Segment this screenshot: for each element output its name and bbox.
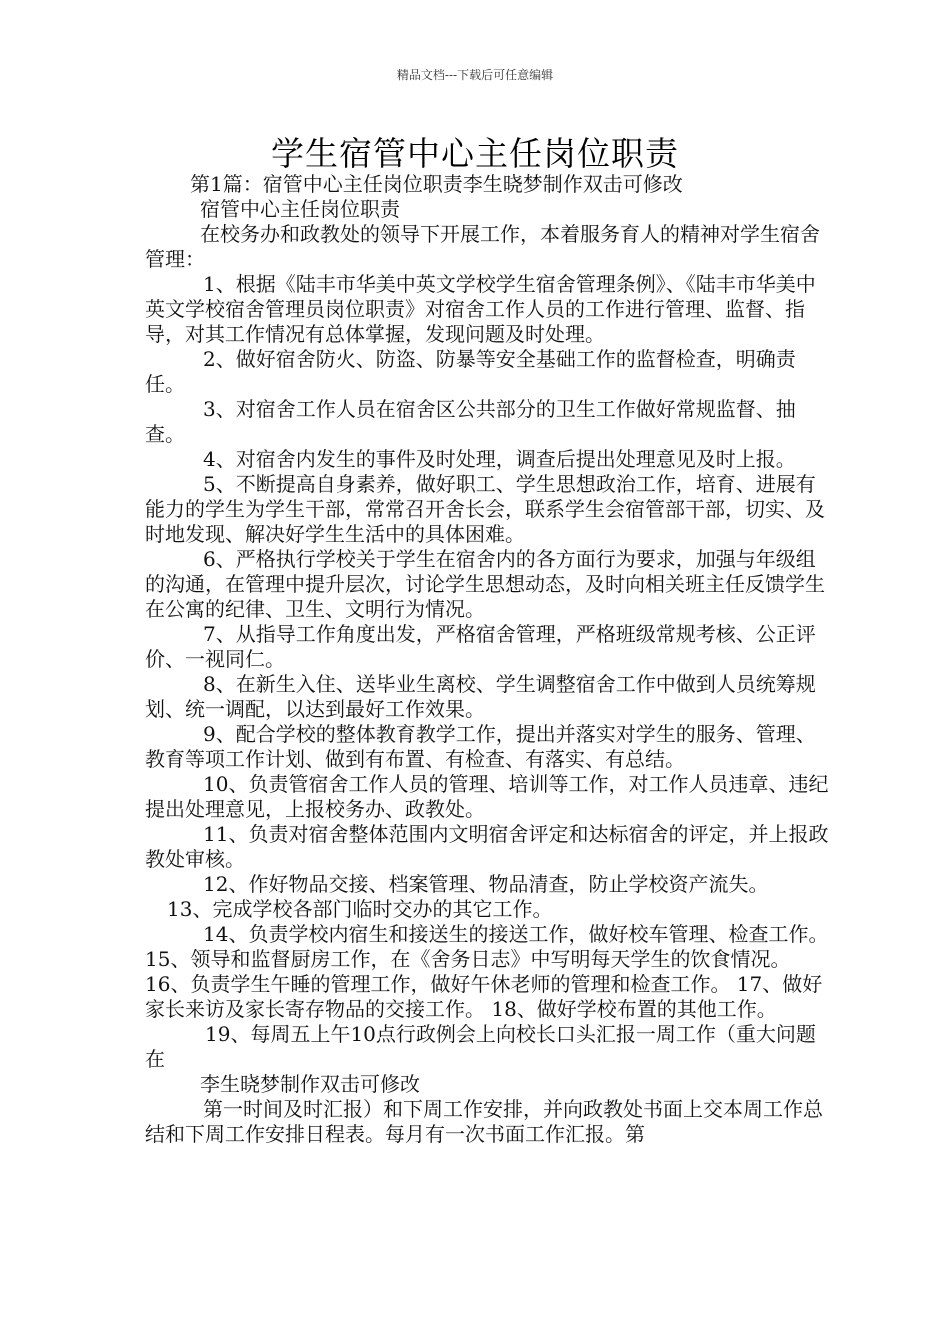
duty-item-7: 7、从指导工作角度出发，严格宿舍管理，严格班级常规考核、公正评价、一视同仁。: [145, 622, 816, 671]
duty-item-1: 1、根据《陆丰市华美中英文学校学生宿舍管理条例》、《陆丰市华美中英文学校宿舍管理员岗位职责》对宿舍工作人员的工作进行管理、监督、指导，对其工作情况有总体掌握，发现问题及时处理。: [145, 272, 816, 346]
header-note: 精品文档---下载后可任意编辑: [396, 68, 554, 82]
duty-item-5: 5、不断提高自身素养，做好职工、学生思想政治工作，培育、进展有能力的学生为学生干部，常常召开舍长会，联系学生会宿管部干部，切实、及时地发现、解决好学生生活中的具体困难。: [145, 472, 825, 546]
section-heading: 宿管中心主任岗位职责: [200, 197, 400, 221]
duty-item-10: 10、负责管宿舍工作人员的管理、培训等工作，对工作人员违章、违纪提出处理意见，上报校务办、政教处。: [145, 772, 829, 821]
duty-item-3: 3、对宿舍工作人员在宿舍区公共部分的卫生工作做好常规监督、抽查。: [145, 397, 796, 446]
duty-item-4: 4、对宿舍内发生的事件及时处理，调查后提出处理意见及时上报。: [203, 447, 796, 471]
document-body: [145, 172, 830, 1147]
subtitle: 第1篇：宿管中心主任岗位职责李生晓梦制作双击可修改: [190, 172, 683, 196]
duty-item-11: 11、负责对宿舍整体范围内文明宿舍评定和达标宿舍的评定，并上报政教处审核。: [145, 822, 829, 871]
duty-item-19: 19、每周五上午10点行政例会上向校长口头汇报一周工作（重大问题在: [145, 1022, 816, 1071]
duty-item-6: 6、严格执行学校关于学生在宿舍内的各方面行为要求，加强与年级组的沟通，在管理中提升层次，讨论学生思想动态，及时向相关班主任反馈学生在公寓的纪律、卫生、文明行为情况。: [145, 547, 825, 621]
duty-item-2: 2、做好宿舍防火、防盗、防暴等安全基础工作的监督检查，明确责任。: [145, 347, 796, 396]
closing-paragraph: 第一时间及时汇报）和下周工作安排，并向政教处书面上交本周工作总结和下周工作安排日程表。每月有一次书面工作汇报。第: [145, 1097, 823, 1146]
watermark-line: 李生晓梦制作双击可修改: [200, 1072, 420, 1096]
document-title: 学生宿管中心主任岗位职责: [271, 134, 679, 173]
duty-item-9: 9、配合学校的整体教育教学工作，提出并落实对学生的服务、管理、教育等项工作计划、做到有布置、有检查、有落实、有总结。: [145, 722, 816, 771]
intro-paragraph: 在校务办和政教处的领导下开展工作，本着服务育人的精神对学生宿舍管理：: [145, 222, 820, 271]
duty-item-8: 8、在新生入住、送毕业生离校、学生调整宿舍工作中做到人员统筹规划、统一调配，以达到最好工作效果。: [145, 672, 816, 721]
duty-items-14-18: 14、负责学校内宿生和接送生的接送工作，做好校车管理、检查工作。 15、领导和监督厨房工作，在《舍务日志》中写明每天学生的饮食情况。 16、负责学生午睡的管理工作，做好午休老师的管理和检查工作。 17、做好家长来访及家长寄存物品的交接工作。 18、做好学校布置的其他工作。: [145, 922, 829, 1021]
duty-item-13: 13、完成学校各部门临时交办的其它工作。: [167, 897, 553, 921]
duty-item-12: 12、作好物品交接、档案管理、物品清查，防止学校资产流失。: [203, 872, 769, 896]
